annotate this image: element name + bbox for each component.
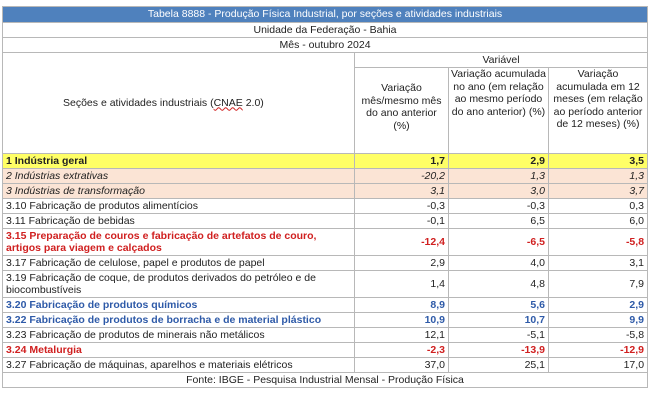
table-container — [2, 6, 647, 388]
table-row — [3, 154, 648, 169]
table-row — [3, 328, 648, 343]
row-label: 3.15 Preparação de couros e fabricação de artefatos de couro, artigos para viagem e calçados — [3, 229, 355, 256]
cell-value: 10,9 — [355, 313, 449, 328]
sections-header: Seções e atividades industriais (CNAE 2.0) — [3, 53, 355, 154]
table-row — [3, 184, 648, 199]
table-row — [3, 199, 648, 214]
table-row — [3, 256, 648, 271]
row-label: 3.27 Fabricação de máquinas, aparelhos e materiais elétricos — [3, 358, 355, 373]
mes-label: Mês - outubro 2024 — [3, 38, 648, 53]
source-footer: Fonte: IBGE - Pesquisa Industrial Mensal - Produção Física — [3, 373, 648, 388]
cell-value: 3,7 — [549, 184, 648, 199]
row-label: 3.24 Metalurgia — [3, 343, 355, 358]
cell-value: 5,6 — [449, 298, 549, 313]
cell-value: 1,3 — [549, 169, 648, 184]
cell-value: -5,8 — [549, 328, 648, 343]
unidade-label: Unidade da Federação - Bahia — [3, 23, 648, 38]
cell-value: 2,9 — [549, 298, 648, 313]
cell-value: 3,5 — [549, 154, 648, 169]
cell-value: -12,9 — [549, 343, 648, 358]
cell-value: -5,8 — [549, 229, 648, 256]
cell-value: 25,1 — [449, 358, 549, 373]
row-label: 3.22 Fabricação de produtos de borracha e de material plástico — [3, 313, 355, 328]
cell-value: 1,4 — [355, 271, 449, 298]
col-header-mes: Variação mês/mesmo mês do ano anterior (%) — [355, 68, 449, 154]
table-row — [3, 343, 648, 358]
cell-value: 6,5 — [449, 214, 549, 229]
table-title: Tabela 8888 - Produção Física Industrial, por seções e atividades industriais — [3, 7, 648, 23]
variavel-header: Variável — [355, 53, 648, 68]
row-label: 3 Indústrias de transformação — [3, 184, 355, 199]
table-row — [3, 298, 648, 313]
cell-value: 1,3 — [449, 169, 549, 184]
cell-value: 37,0 — [355, 358, 449, 373]
table-row — [3, 271, 648, 298]
cell-value: 6,0 — [549, 214, 648, 229]
cell-value: 4,8 — [449, 271, 549, 298]
cell-value: -13,9 — [449, 343, 549, 358]
cell-value: -20,2 — [355, 169, 449, 184]
production-table — [2, 6, 648, 388]
table-row — [3, 169, 648, 184]
row-label: 3.23 Fabricação de produtos de minerais não metálicos — [3, 328, 355, 343]
table-row — [3, 313, 648, 328]
cell-value: 9,9 — [549, 313, 648, 328]
cell-value: -0,3 — [355, 199, 449, 214]
col-header-ano: Variação acumulada no ano (em relação ao mesmo período do ano anterior) (%) — [449, 68, 549, 154]
cell-value: 17,0 — [549, 358, 648, 373]
cell-value: -5,1 — [449, 328, 549, 343]
cell-value: 2,9 — [449, 154, 549, 169]
cell-value: 4,0 — [449, 256, 549, 271]
row-label: 2 Indústrias extrativas — [3, 169, 355, 184]
cell-value: 0,3 — [549, 199, 648, 214]
cell-value: 3,1 — [355, 184, 449, 199]
row-label: 3.19 Fabricação de coque, de produtos derivados do petróleo e de biocombustíveis — [3, 271, 355, 298]
cell-value: -0,3 — [449, 199, 549, 214]
row-label: 1 Indústria geral — [3, 154, 355, 169]
cell-value: -2,3 — [355, 343, 449, 358]
row-label: 3.11 Fabricação de bebidas — [3, 214, 355, 229]
cell-value: 3,1 — [549, 256, 648, 271]
cell-value: 7,9 — [549, 271, 648, 298]
table-row — [3, 214, 648, 229]
row-label: 3.10 Fabricação de produtos alimentícios — [3, 199, 355, 214]
cell-value: -6,5 — [449, 229, 549, 256]
cell-value: -12,4 — [355, 229, 449, 256]
cell-value: 2,9 — [355, 256, 449, 271]
cell-value: 8,9 — [355, 298, 449, 313]
row-label: 3.20 Fabricação de produtos químicos — [3, 298, 355, 313]
cell-value: 10,7 — [449, 313, 549, 328]
cell-value: 3,0 — [449, 184, 549, 199]
cell-value: -0,1 — [355, 214, 449, 229]
cell-value: 12,1 — [355, 328, 449, 343]
col-header-12meses: Variação acumulada em 12 meses (em relação ao período anterior de 12 meses) (%) — [549, 68, 648, 154]
cell-value: 1,7 — [355, 154, 449, 169]
row-label: 3.17 Fabricação de celulose, papel e produtos de papel — [3, 256, 355, 271]
table-row — [3, 229, 648, 256]
table-row — [3, 358, 648, 373]
